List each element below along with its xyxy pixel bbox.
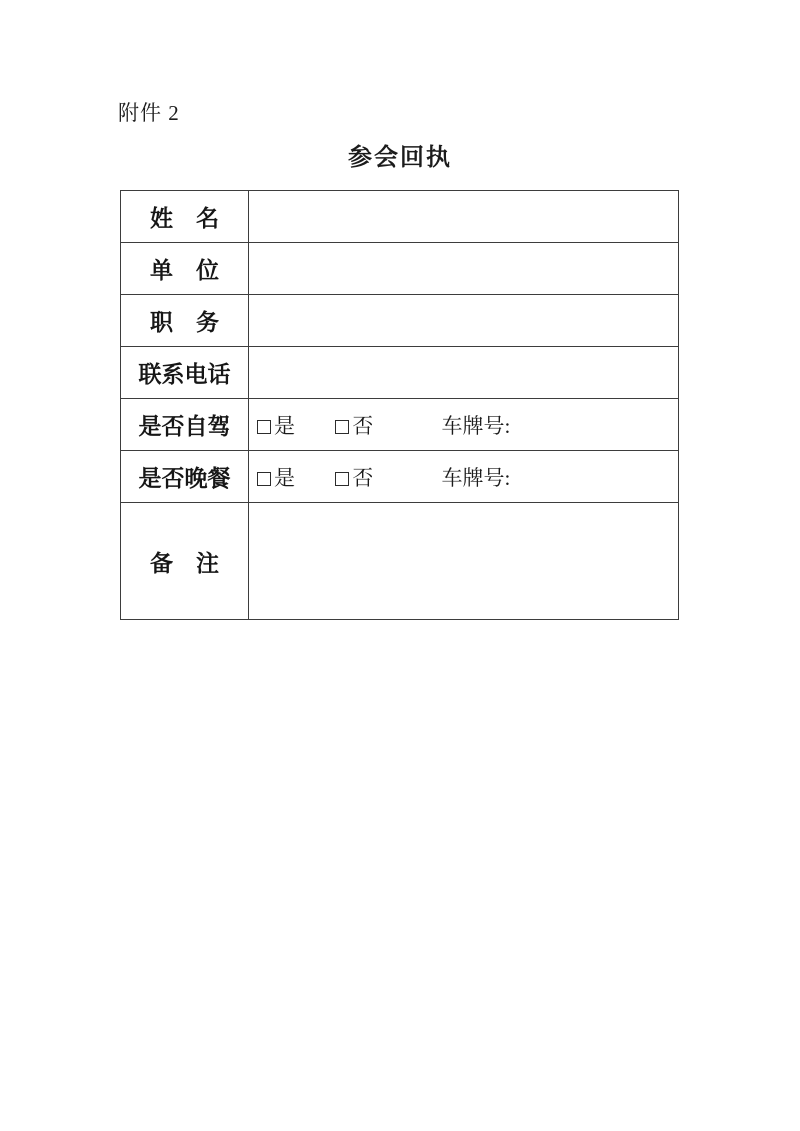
remarks-input-cell[interactable]	[249, 503, 679, 620]
position-input-cell[interactable]	[249, 295, 679, 347]
dinner-plate-number-label: 车牌号:	[441, 465, 511, 490]
dinner-no-label: 否	[352, 465, 374, 490]
self-drive-no-checkbox-icon[interactable]	[335, 420, 349, 434]
table-row-phone	[121, 347, 679, 399]
table-row-position	[121, 295, 679, 347]
table-row-dinner	[121, 451, 679, 503]
row-label-self-drive: 是否自驾	[121, 399, 249, 451]
table-row-name	[121, 191, 679, 243]
table-row-self-drive	[121, 399, 679, 451]
row-label-phone: 联系电话	[121, 347, 249, 399]
self-drive-plate-number-label: 车牌号:	[441, 413, 511, 438]
self-drive-no-label: 否	[352, 413, 374, 438]
self-drive-yes-label: 是	[274, 413, 295, 438]
row-label-position: 职 务	[121, 295, 249, 347]
unit-input-cell[interactable]	[249, 243, 679, 295]
page-title: 参会回执	[348, 145, 452, 171]
self-drive-options-cell	[249, 399, 679, 451]
dinner-no-checkbox-icon[interactable]	[335, 472, 349, 486]
attachment-label: 附件 2	[118, 101, 180, 125]
row-label-name: 姓 名	[121, 191, 249, 243]
row-label-remarks: 备 注	[121, 503, 249, 620]
dinner-options-cell	[249, 451, 679, 503]
row-label-dinner: 是否晚餐	[121, 451, 249, 503]
row-label-unit: 单 位	[121, 243, 249, 295]
reply-form-table	[120, 190, 679, 620]
dinner-yes-label: 是	[274, 465, 295, 490]
name-input-cell[interactable]	[249, 191, 679, 243]
table-row-remarks	[121, 503, 679, 620]
table-row-unit	[121, 243, 679, 295]
self-drive-yes-checkbox-icon[interactable]	[257, 420, 271, 434]
phone-input-cell[interactable]	[249, 347, 679, 399]
dinner-yes-checkbox-icon[interactable]	[257, 472, 271, 486]
